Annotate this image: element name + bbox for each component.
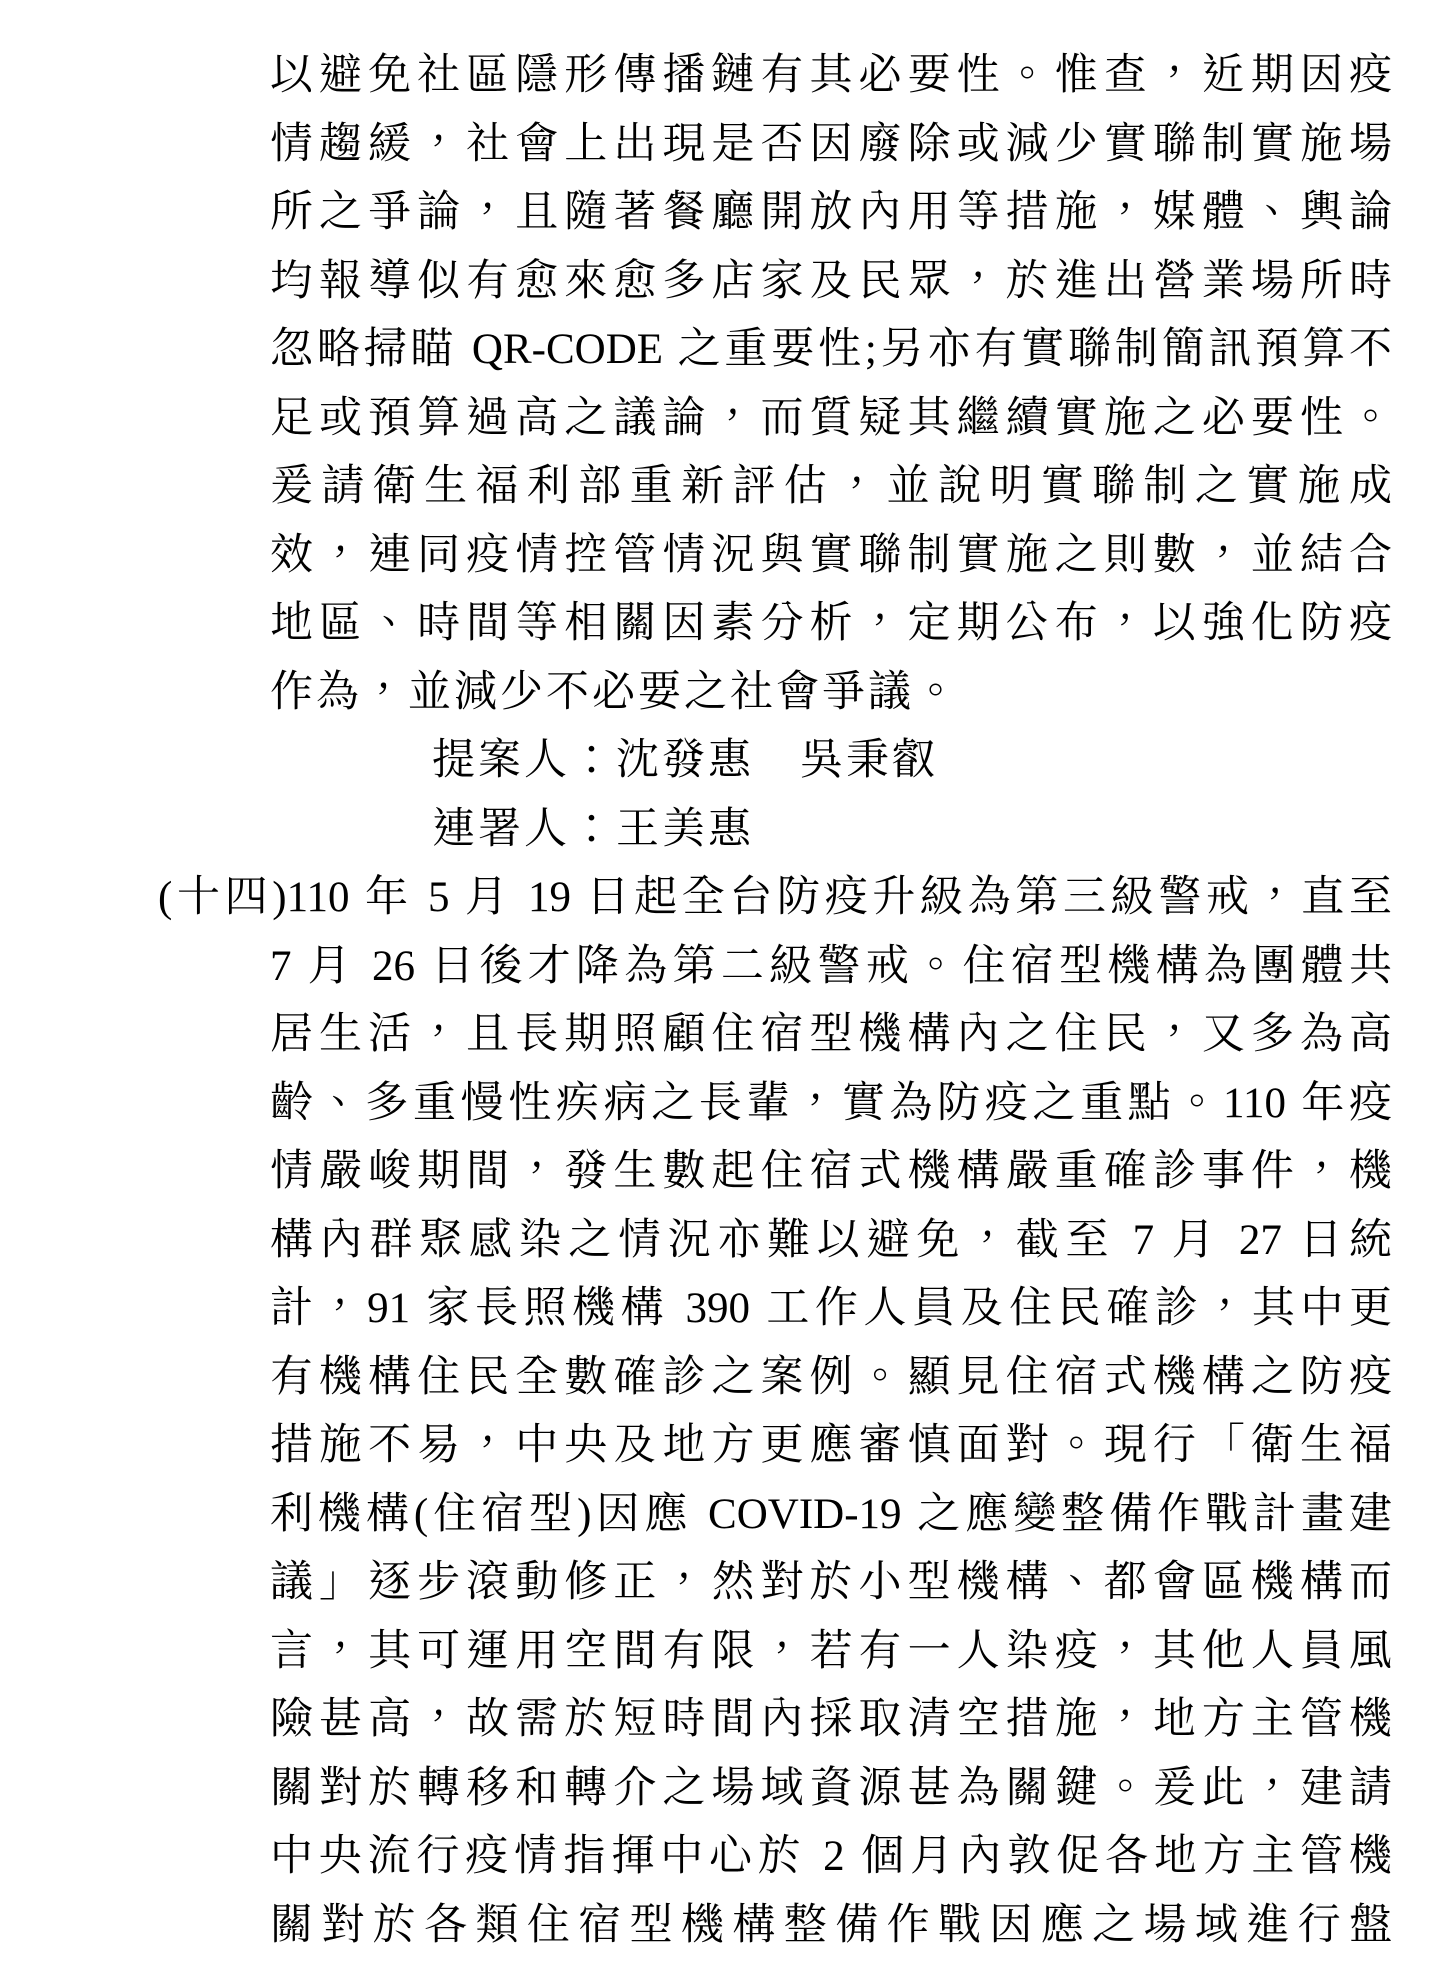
item-14-first-line: (十四)110 年 5 月 19 日起全台防疫升級為第三級警戒，直至 (158, 874, 1392, 921)
proposer-line: 提案人：沈發惠 吳秉叡 (432, 737, 938, 784)
text-line: 以避免社區隱形傳播鏈有其必要性。惟查，近期因疫 (270, 52, 1392, 99)
text-line: 足或預算過高之議論，而質疑其繼續實施之必要性。 (270, 394, 1392, 442)
text-line: 措施不易，中央及地方更應審慎面對。現行「衛生福 (270, 1422, 1392, 1469)
text-line: 居生活，且長期照顧住宿型機構內之住民，又多為高 (270, 1011, 1392, 1058)
text-line: 有機構住民全數確診之案例。顯見住宿式機構之防疫 (270, 1353, 1392, 1401)
text-line: 忽略掃瞄 QR-CODE 之重要性;另亦有實聯制簡訊預算不 (270, 326, 1392, 373)
text-line: 利機構(住宿型)因應 COVID-19 之應變整備作戰計畫建 (270, 1490, 1392, 1538)
text-line: 中央流行疫情指揮中心於 2 個月內敦促各地方主管機 (270, 1833, 1392, 1880)
text-line: 7 月 26 日後才降為第二級警戒。住宿型機構為團體共 (270, 942, 1392, 990)
cosigner-line: 連署人：王美惠 (432, 805, 754, 853)
text-line: 構內群聚感染之情況亦難以避免，截至 7 月 27 日統 (270, 1216, 1392, 1264)
text-line: 爰請衛生福利部重新評估，並說明實聯制之實施成 (270, 463, 1392, 510)
text-line: 情嚴峻期間，發生數起住宿式機構嚴重確診事件，機 (270, 1148, 1392, 1195)
text-line: 均報導似有愈來愈多店家及民眾，於進出營業場所時 (270, 257, 1392, 305)
text-line: 所之爭論，且隨著餐廳開放內用等措施，媒體、輿論 (270, 189, 1392, 236)
text-line: 險甚高，故需於短時間內採取清空措施，地方主管機 (270, 1696, 1392, 1743)
text-line: 計，91 家長照機構 390 工作人員及住民確診，其中更 (270, 1285, 1392, 1332)
text-line: 效，連同疫情控管情況與實聯制實施之則數，並結合 (270, 531, 1392, 579)
text-line: 議」逐步滾動修正，然對於小型機構、都會區機構而 (270, 1559, 1392, 1606)
text-line: 關對於轉移和轉介之場域資源甚為關鍵。爰此，建請 (270, 1764, 1392, 1812)
text-line: 齡、多重慢性疾病之長輩，實為防疫之重點。110 年疫 (270, 1079, 1392, 1127)
text-line: 地區、時間等相關因素分析，定期公布，以強化防疫 (270, 600, 1392, 647)
text-line: 關對於各類住宿型機構整備作戰因應之場域進行盤 (270, 1901, 1392, 1949)
text-line: 情趨緩，社會上出現是否因廢除或減少實聯制實施場 (270, 120, 1392, 168)
text-line: 言，其可運用空間有限，若有一人染疫，其他人員風 (270, 1627, 1392, 1675)
text-line: 作為，並減少不必要之社會爭議。 (270, 668, 960, 716)
